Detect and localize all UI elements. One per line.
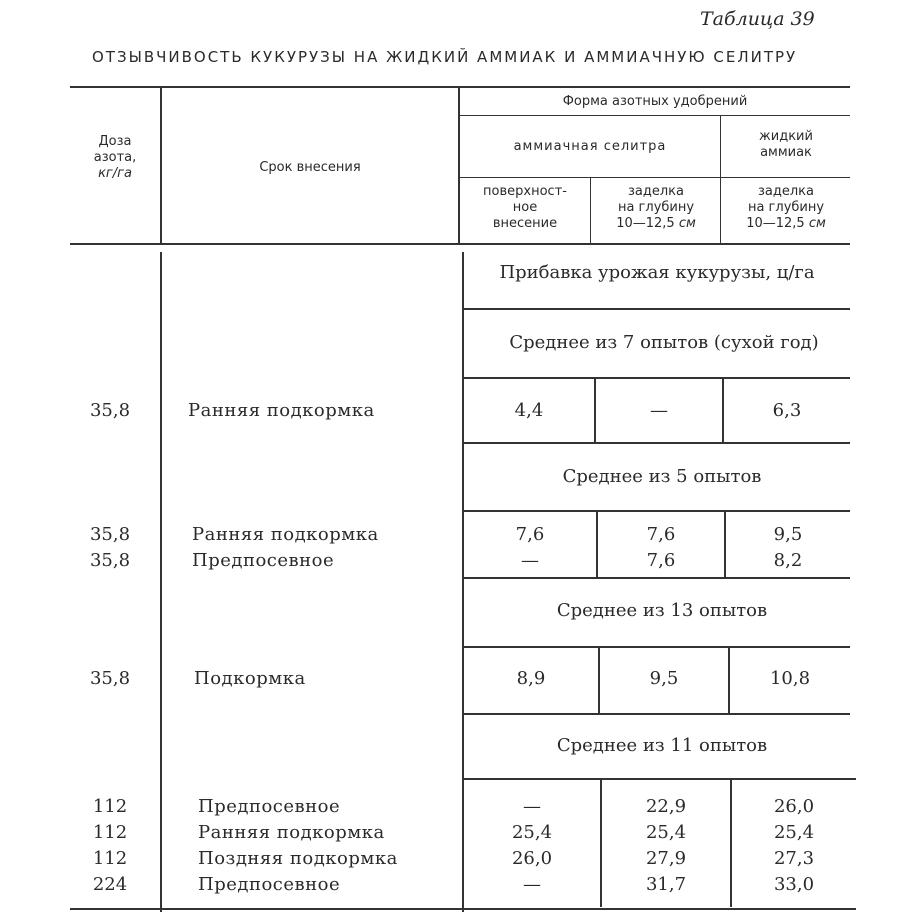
dose-cell: 35,8 [89, 524, 131, 545]
term-header: Срок внесения [259, 160, 361, 175]
depth-cell: 31,7 [645, 874, 687, 895]
ammonia-cell: 10,8 [769, 668, 811, 689]
group-rule [464, 646, 850, 648]
ammonia-header: жидкий аммиак [759, 129, 813, 160]
forms-header: Форма азотных удобрений [562, 94, 748, 109]
header-divider-saltpeter [720, 116, 721, 244]
surface-cell: 25,4 [511, 822, 553, 843]
table-title: ОТЗЫВЧИВОСТЬ КУКУРУЗЫ НА ЖИДКИЙ АММИАК И АММИАЧНУЮ СЕЛИТРУ [92, 48, 798, 66]
term-cell: Ранняя подкормка [198, 822, 385, 843]
term-cell: Ранняя подкормка [188, 400, 375, 421]
dose-cell: 112 [92, 848, 128, 869]
group-rule [464, 713, 850, 715]
body-divider-dose [160, 252, 162, 912]
ammonia-cell: 33,0 [773, 874, 815, 895]
group-label: Среднее из 7 опытов (сухой год) [509, 332, 819, 353]
forms-rule [460, 115, 850, 116]
term-cell: Поздняя подкормка [198, 848, 398, 869]
ammonia-cell: 26,0 [773, 796, 815, 817]
subtitle-rule [464, 308, 850, 310]
surface-cell: 4,4 [514, 400, 544, 421]
ammonia-cell: 25,4 [773, 822, 815, 843]
ammonia-cell: 27,3 [773, 848, 815, 869]
term-cell: Предпосевное [198, 796, 341, 817]
term-cell: Предпосевное [192, 550, 335, 571]
ammonia-cell: 8,2 [773, 550, 803, 571]
subtitle: Прибавка урожая кукурузы, ц/га [499, 262, 815, 283]
depth-cell: 27,9 [645, 848, 687, 869]
subforms-rule [460, 177, 850, 178]
group-rule [464, 442, 850, 444]
dose-cell: 112 [92, 822, 128, 843]
depth-header-ammonia: заделка на глубину 10—12,5 см [746, 184, 826, 231]
term-cell: Предпосевное [198, 874, 341, 895]
depth-cell: 25,4 [645, 822, 687, 843]
group-label: Среднее из 5 опытов [562, 466, 762, 487]
depth-header-saltpeter: заделка на глубину 10—12,5 см [616, 184, 696, 231]
surface-header: поверхност- ное внесение [483, 184, 567, 231]
depth-cell: 22,9 [645, 796, 687, 817]
group-rule [464, 778, 856, 780]
ammonia-cell: 9,5 [773, 524, 803, 545]
group-rule [464, 510, 850, 512]
dose-cell: 35,8 [89, 550, 131, 571]
saltpeter-header: аммиачная селитра [513, 139, 667, 154]
surface-cell: — [521, 550, 539, 571]
depth-cell: 7,6 [646, 524, 676, 545]
group-rule [464, 577, 850, 579]
header-top-rule [70, 86, 850, 88]
dose-cell: 224 [92, 874, 128, 895]
surface-cell: — [523, 874, 541, 895]
surface-cell: 7,6 [515, 524, 545, 545]
depth-cell: 9,5 [649, 668, 679, 689]
group-rule [464, 377, 850, 379]
depth-cell: 7,6 [646, 550, 676, 571]
dose-header: Доза азота, кг/га [93, 134, 137, 181]
term-cell: Подкормка [194, 668, 306, 689]
surface-cell: — [523, 796, 541, 817]
table-number: Таблица 39 [700, 8, 815, 30]
surface-cell: 26,0 [511, 848, 553, 869]
ammonia-cell: 6,3 [772, 400, 802, 421]
term-cell: Ранняя подкормка [192, 524, 379, 545]
header-bottom-rule [70, 243, 850, 245]
surface-cell: 8,9 [516, 668, 546, 689]
header-divider-dose [160, 86, 162, 244]
dose-cell: 35,8 [89, 400, 131, 421]
header-divider-surface [590, 178, 591, 244]
header-divider-term [458, 86, 460, 244]
dose-cell: 35,8 [89, 668, 131, 689]
depth-cell: — [650, 400, 668, 421]
dose-cell: 112 [92, 796, 128, 817]
table-bottom-rule [70, 908, 856, 910]
group-label: Среднее из 13 опытов [556, 600, 768, 621]
group-label: Среднее из 11 опытов [556, 735, 768, 756]
